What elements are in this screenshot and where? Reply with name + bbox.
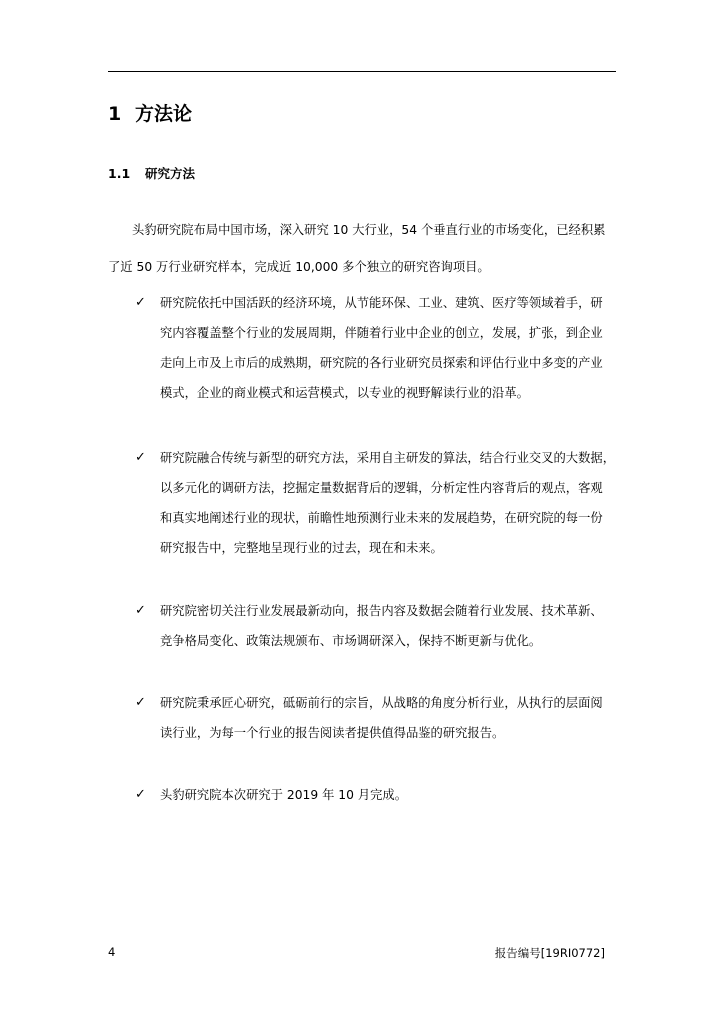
bullet-line: 和真实地阐述行业的现状，前瞻性地预测行业未来的发展趋势，在研究院的每一份 [160, 511, 603, 525]
bullet-item [108, 596, 620, 656]
bullet-line: 模式，企业的商业模式和运营模式，以专业的视野解读行业的沿革。 [160, 386, 529, 400]
section-heading [108, 99, 192, 126]
bullet-line: 研究院融合传统与新型的研究方法，采用自主研发的算法，结合行业交叉的大数据， [160, 451, 615, 465]
intro-line: 了近 50 万行业研究样本，完成近 10,000 多个独立的研究咨询项目。 [108, 260, 490, 274]
subsection-title: 研究方法 [145, 166, 196, 181]
page-number: 4 [108, 945, 116, 959]
subsection-heading [108, 164, 195, 182]
bullet-item [108, 688, 620, 748]
intro-paragraph [108, 212, 620, 286]
bullet-line: 究内容覆盖整个行业的发展周期，伴随着行业中企业的创立，发展，扩张，到企业 [160, 326, 603, 340]
bullet-line: 读行业，为每一个行业的报告阅读者提供值得品鉴的研究报告。 [160, 726, 505, 740]
check-icon: ✓ [135, 695, 146, 710]
bullet-line: 研究院秉承匠心研究，砥砺前行的宗旨，从战略的角度分析行业，从执行的层面阅 [160, 696, 603, 710]
bullet-item [108, 443, 620, 563]
section-title: 方法论 [135, 103, 193, 125]
report-code: 报告编号[19RI0772] [494, 946, 605, 960]
bullet-list [108, 288, 620, 845]
check-icon: ✓ [135, 787, 146, 802]
subsection-number: 1.1 [108, 166, 131, 181]
bullet-line: 以多元化的调研方法，挖掘定量数据背后的逻辑，分析定性内容背后的观点，客观 [160, 481, 603, 495]
intro-line: 头豹研究院布局中国市场，深入研究 10 大行业，54 个垂直行业的市场变化，已经积累 [132, 223, 606, 237]
header-rule [108, 71, 616, 72]
section-number: 1 [108, 103, 122, 125]
bullet-item [108, 780, 620, 810]
bullet-item [108, 288, 620, 408]
bullet-line: 走向上市及上市后的成熟期，研究院的各行业研究员探索和评估行业中多变的产业 [160, 356, 603, 370]
check-icon: ✓ [135, 450, 146, 465]
bullet-line: 研究院密切关注行业发展最新动向，报告内容及数据会随着行业发展、技术革新、 [160, 604, 603, 618]
bullet-line: 研究院依托中国活跃的经济环境，从节能环保、工业、建筑、医疗等领域着手，研 [160, 296, 603, 310]
bullet-line: 竞争格局变化、政策法规颁布、市场调研深入，保持不断更新与优化。 [160, 634, 542, 648]
bullet-line: 头豹研究院本次研究于 2019 年 10 月完成。 [160, 788, 408, 802]
check-icon: ✓ [135, 603, 146, 618]
check-icon: ✓ [135, 295, 146, 310]
bullet-line: 研究报告中，完整地呈现行业的过去，现在和未来。 [160, 541, 443, 555]
